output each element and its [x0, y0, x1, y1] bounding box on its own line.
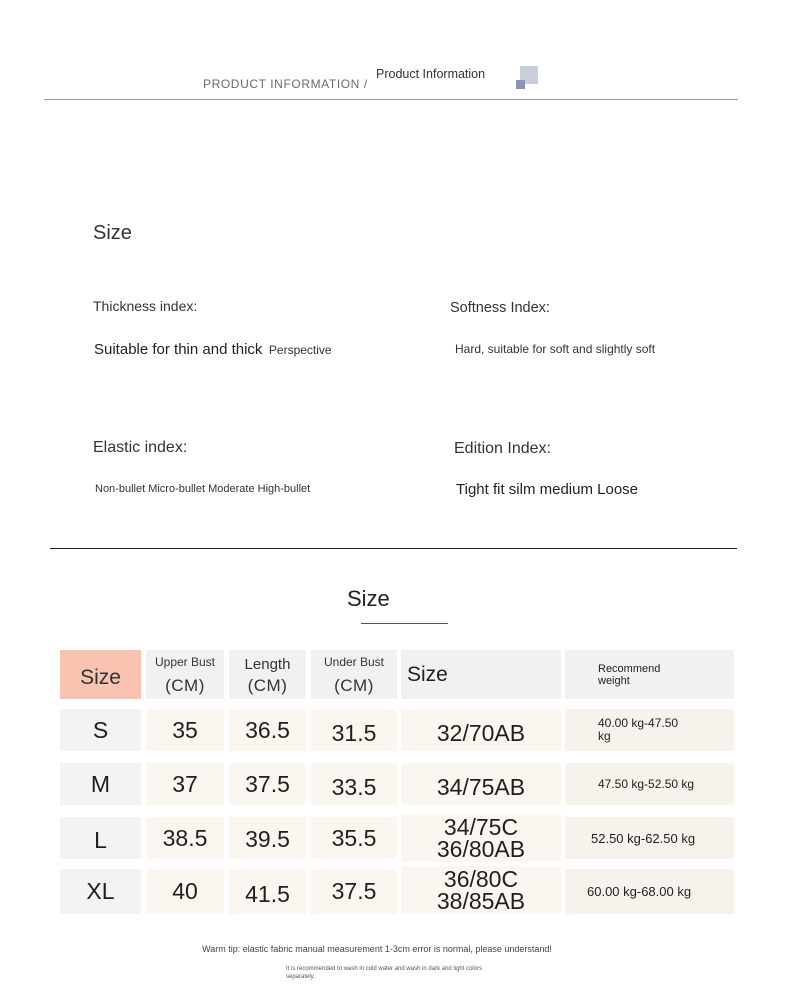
length-s: 36.5: [245, 716, 290, 743]
table-row-size-label: [60, 709, 141, 751]
table-cell-length: [229, 709, 306, 751]
upper-bust-l: 38.5: [162, 824, 208, 851]
table-cell-weight: [565, 763, 734, 805]
table-cell-weight: [565, 869, 734, 914]
table-cell-under-bust: [311, 763, 397, 805]
table-cell-upper-bust: [146, 763, 224, 805]
table-row-size-label: [60, 869, 141, 914]
length-m: 37.5: [245, 770, 290, 797]
weight-l: 52.50 kg-62.50 kg: [591, 830, 696, 846]
header-length: [229, 650, 306, 699]
header-recommend-weight: [565, 650, 734, 699]
under-bust-s: 31.5: [331, 719, 377, 746]
bra-size-s: 32/70AB: [436, 719, 526, 746]
softness-value: Hard, suitable for soft and slightly soft: [455, 342, 656, 356]
header-upper-bust-unit: (CM): [165, 675, 205, 695]
divider-middle: [50, 548, 737, 549]
header-bra-size-label: Size: [407, 662, 448, 686]
header-weight-line1: Recommend: [598, 662, 661, 675]
edition-label: Edition Index:: [454, 440, 551, 457]
table-cell-under-bust: [311, 817, 397, 859]
header-upper-bust-label: Upper Bust: [154, 654, 216, 669]
table-cell-weight: [565, 817, 734, 859]
weight-s-line1: 40.00 kg-47.50: [598, 716, 679, 730]
divider-top: [44, 99, 738, 100]
table-cell-bra-size: [401, 763, 561, 805]
table-row-size-label: [60, 817, 141, 859]
thickness-extra: Perspective: [268, 343, 332, 357]
decor-square-dark: [516, 80, 525, 89]
table-cell-length: [229, 817, 306, 859]
wash-note: It is recommended to wash in cold water and wash in dark and light colors separately.: [286, 966, 483, 980]
upper-bust-m: 37: [172, 770, 198, 797]
warm-tip: Warm tip: elastic fabric manual measurement 1-3cm error is normal, please understand!: [202, 944, 552, 954]
bra-size-xl-2: 38/85AB: [436, 888, 526, 914]
table-cell-length: [229, 869, 306, 914]
bra-size-l-2: 36/80AB: [436, 836, 526, 862]
elastic-label: Elastic index:: [93, 439, 188, 456]
table-cell-bra-size: [401, 866, 561, 914]
table-cell-bra-size: [401, 814, 561, 862]
table-cell-upper-bust: [146, 869, 224, 914]
bra-size-l-1: 34/75C: [443, 814, 519, 840]
weight-xl: 60.00 kg-68.00 kg: [587, 884, 692, 899]
header-under-bust-label: Under Bust: [323, 654, 385, 669]
table-row-size-label: [60, 763, 141, 805]
table-cell-bra-size: [401, 709, 561, 751]
header-upper-bust: [146, 650, 224, 699]
table-cell-length: [229, 763, 306, 805]
table-cell-under-bust: [311, 869, 397, 914]
header-length-label: Length: [244, 655, 291, 673]
length-l: 39.5: [245, 825, 290, 852]
header-under-bust: [311, 650, 397, 699]
header-bra-size: [401, 650, 561, 699]
table-cell-upper-bust: [146, 817, 224, 859]
elastic-value: Non-bullet Micro-bullet Moderate High-bullet: [95, 483, 311, 495]
size-label-xl: XL: [86, 878, 115, 904]
table-cell-upper-bust: [146, 709, 224, 751]
under-bust-m: 33.5: [331, 773, 377, 800]
table-cell-weight: [565, 709, 734, 751]
size-label-l: L: [94, 826, 107, 853]
index-section-title: Size: [93, 222, 132, 244]
header-size-cell: [60, 650, 141, 699]
size-table-title: Size: [347, 586, 390, 611]
upper-bust-xl: 40: [172, 878, 198, 904]
under-bust-xl: 37.5: [331, 878, 377, 904]
table-cell-under-bust: [311, 709, 397, 751]
section-label: PRODUCT INFORMATION /: [203, 77, 368, 91]
header-size-label: Size: [80, 665, 121, 689]
softness-label: Softness Index:: [450, 300, 550, 316]
section-subtitle: Product Information: [376, 67, 486, 81]
thickness-value: Suitable for thin and thick: [94, 341, 263, 358]
bra-size-m: 34/75AB: [436, 773, 526, 800]
thickness-label: Thickness index:: [93, 298, 198, 314]
upper-bust-s: 35: [172, 716, 198, 743]
size-label-m: M: [90, 770, 111, 797]
weight-s-line2: kg: [598, 729, 611, 743]
title-underline: [361, 623, 448, 624]
size-label-s: S: [92, 716, 109, 743]
thickness-value-group: [94, 341, 332, 359]
header-weight-line2: weight: [598, 674, 630, 687]
weight-m: 47.50 kg-52.50 kg: [598, 777, 695, 791]
header-under-bust-unit: (CM): [334, 675, 374, 695]
length-xl: 41.5: [245, 881, 290, 907]
bra-size-xl-1: 36/80C: [443, 866, 519, 892]
header-length-unit: (CM): [247, 675, 288, 695]
under-bust-l: 35.5: [331, 824, 377, 851]
edition-value: Tight fit silm medium Loose: [456, 481, 639, 498]
